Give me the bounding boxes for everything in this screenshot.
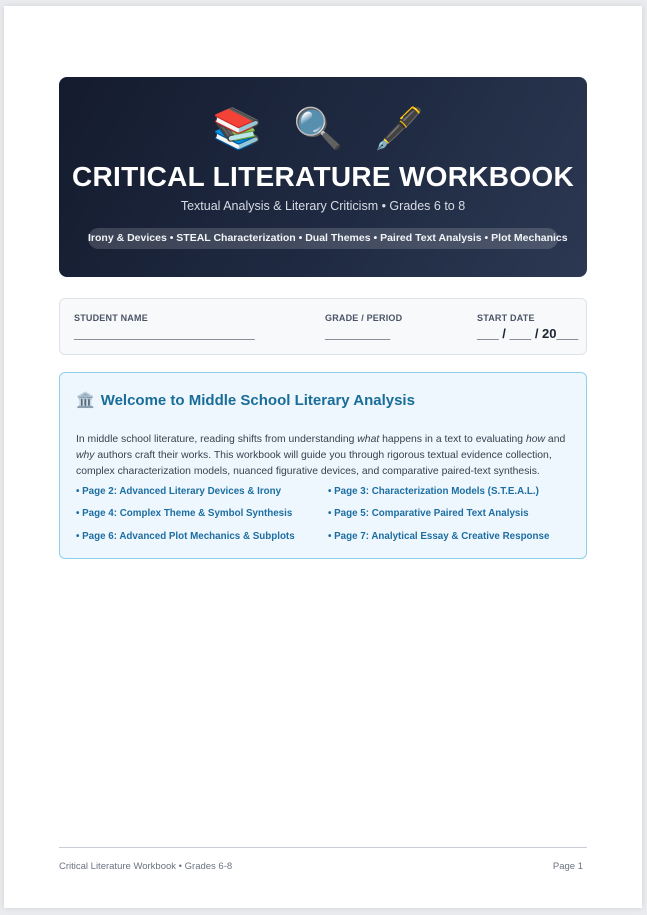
start-date-label: START DATE <box>477 313 535 323</box>
link-page-7[interactable]: • Page 7: Analytical Essay & Creative Response <box>328 531 550 542</box>
grade-period-blank: _________ <box>325 326 391 341</box>
link-page-2[interactable]: • Page 2: Advanced Literary Devices & Irony <box>76 486 282 497</box>
page-number: Page 1 <box>552 861 583 872</box>
grade-period-field <box>325 313 402 341</box>
footer-title: Critical Literature Workbook • Grades 6-8 <box>59 861 233 872</box>
start-date-field <box>477 313 578 341</box>
emphasis-what: what <box>357 434 380 445</box>
classical-building-icon: 🏛️ <box>76 392 95 409</box>
page <box>4 6 642 908</box>
books-magnifier-pen-icon: 📚 🔍 🖋️ <box>212 107 434 151</box>
header-banner <box>59 77 587 277</box>
welcome-text: happens in a text to evaluating <box>379 434 526 445</box>
link-page-3[interactable]: • Page 3: Characterization Models (S.T.E.A.L.) <box>328 486 539 497</box>
student-name-label: STUDENT NAME <box>74 313 148 323</box>
workbook-title: CRITICAL LITERATURE WORKBOOK <box>72 161 574 192</box>
welcome-title-text: Welcome to Middle School Literary Analysis <box>100 392 415 409</box>
welcome-heading <box>76 391 415 409</box>
welcome-paragraph <box>76 432 570 480</box>
welcome-text: authors craft their works. This workbook will guide you through rigorous textual evidence collection, complex characterization models, nuanced figurative devices, and comparative paired-text synthesis. <box>76 450 552 477</box>
start-date-blank: ___ / ___ / 20___ <box>477 326 579 341</box>
student-info-card <box>59 298 587 355</box>
workbook-subtitle: Textual Analysis & Literary Criticism • Grades 6 to 8 <box>180 199 466 213</box>
student-name-blank: _________________________ <box>74 326 255 341</box>
link-page-5[interactable]: • Page 5: Comparative Paired Text Analysis <box>328 508 529 519</box>
link-page-6[interactable]: • Page 6: Advanced Plot Mechanics & Subplots <box>76 531 295 542</box>
emphasis-why: why <box>76 450 95 461</box>
student-name-field <box>74 313 255 341</box>
emphasis-how: how <box>525 434 546 445</box>
welcome-box <box>59 372 587 559</box>
welcome-text: and <box>545 434 566 445</box>
welcome-text: In middle school literature, reading shifts from understanding <box>76 434 358 445</box>
topics-pill: Irony & Devices • STEAL Characterization • Dual Themes • Paired Text Analysis • Plot Mechanics <box>88 228 558 249</box>
link-page-4[interactable]: • Page 4: Complex Theme & Symbol Synthesis <box>76 508 293 519</box>
grade-period-label: GRADE / PERIOD <box>325 313 403 323</box>
footer-divider <box>59 847 587 848</box>
